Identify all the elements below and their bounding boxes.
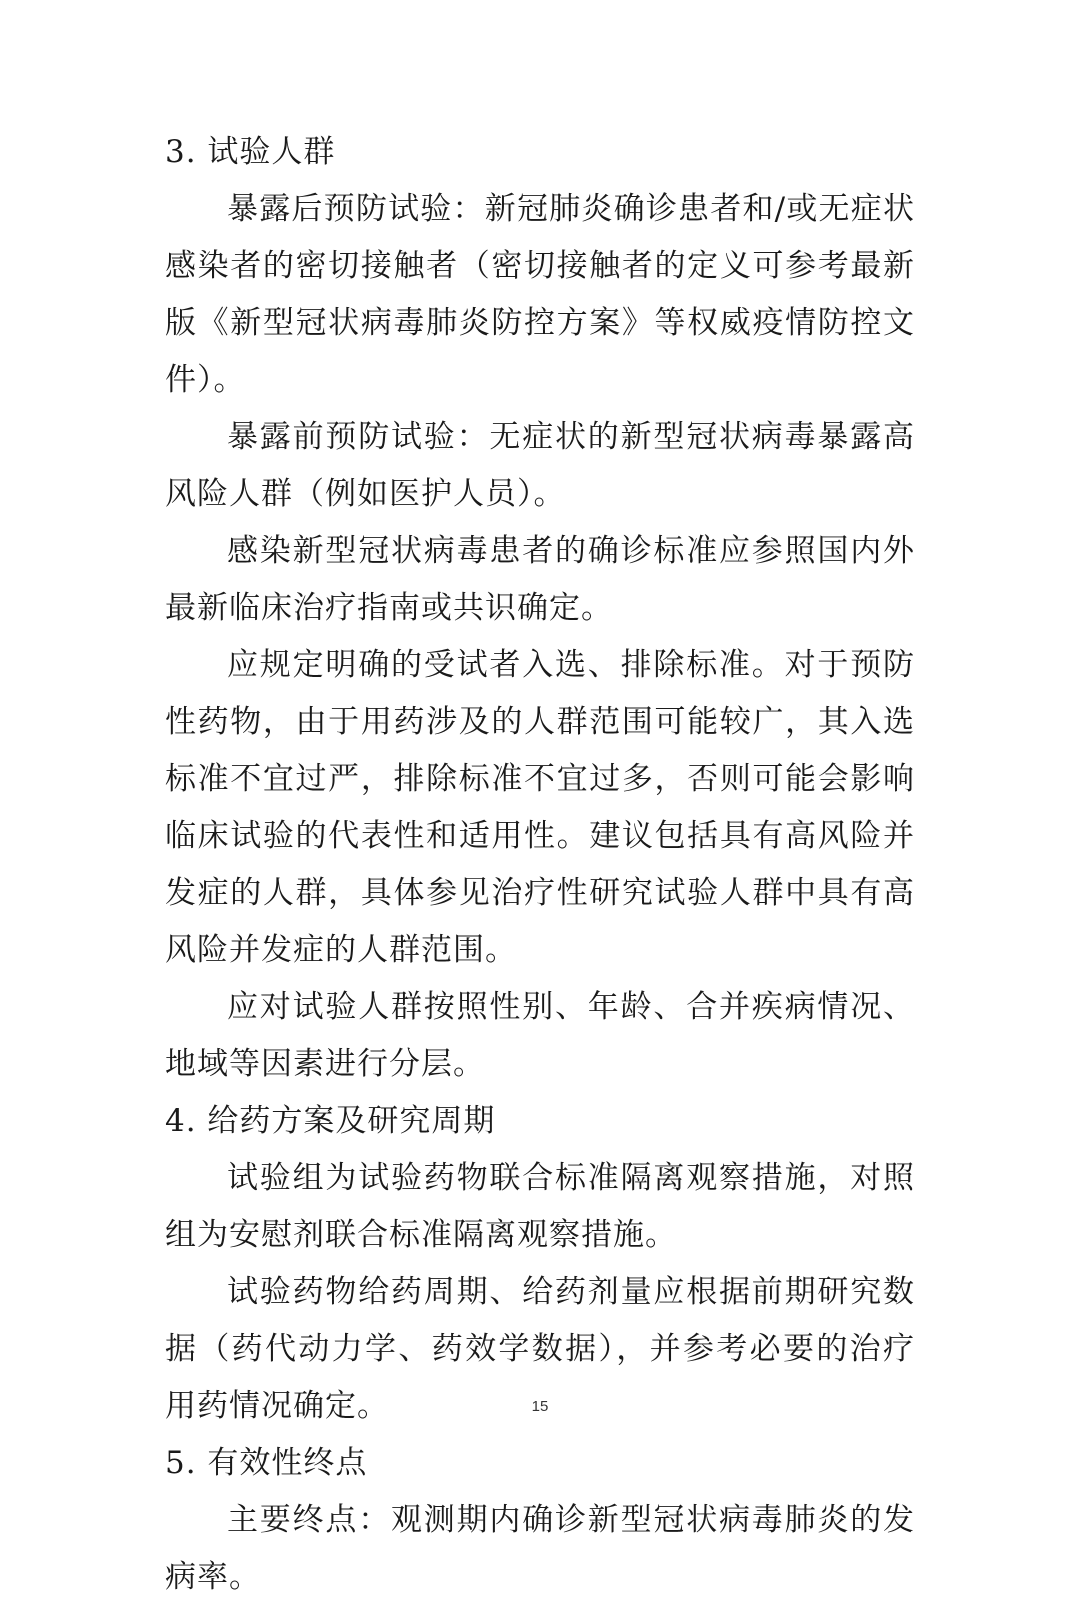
paragraph-inclusion-exclusion: 应规定明确的受试者入选、排除标准。对于预防性药物，由于用药涉及的人群范围可能较广，其入选标准不宜过严，排除标准不宜过多，否则可能会影响临床试验的代表性和适用性。建议包括具有高风险并发症的人群，具体参见治疗性研究试验人群中具有高风险并发症的人群范围。	[165, 647, 915, 968]
paragraph-primary-endpoint: 主要终点：观测期内确诊新型冠状病毒肺炎的发病率。	[165, 1502, 915, 1595]
section-heading-study-population: 3. 试验人群	[165, 134, 336, 170]
paragraph-diagnosis-criteria: 感染新型冠状病毒患者的确诊标准应参照国内外最新临床治疗指南或共识确定。	[165, 533, 915, 626]
section-heading-dosing-regimen: 4. 给药方案及研究周期	[165, 1103, 496, 1139]
page-number: 15	[531, 1398, 549, 1415]
section-heading-efficacy-endpoints: 5. 有效性终点	[165, 1445, 368, 1481]
paragraph-dosing-period: 试验药物给药周期、给药剂量应根据前期研究数据（药代动力学、药效学数据），并参考必要的治疗用药情况确定。	[165, 1274, 915, 1424]
document-body	[165, 124, 915, 1606]
paragraph-post-exposure: 暴露后预防试验：新冠肺炎确诊患者和/或无症状感染者的密切接触者（密切接触者的定义可参考最新版《新型冠状病毒肺炎防控方案》等权威疫情防控文件）。	[165, 191, 915, 398]
paragraph-treatment-groups: 试验组为试验药物联合标准隔离观察措施，对照组为安慰剂联合标准隔离观察措施。	[165, 1160, 915, 1253]
paragraph-pre-exposure: 暴露前预防试验：无症状的新型冠状病毒暴露高风险人群（例如医护人员）。	[165, 419, 915, 512]
paragraph-stratification: 应对试验人群按照性别、年龄、合并疾病情况、地域等因素进行分层。	[165, 989, 915, 1082]
